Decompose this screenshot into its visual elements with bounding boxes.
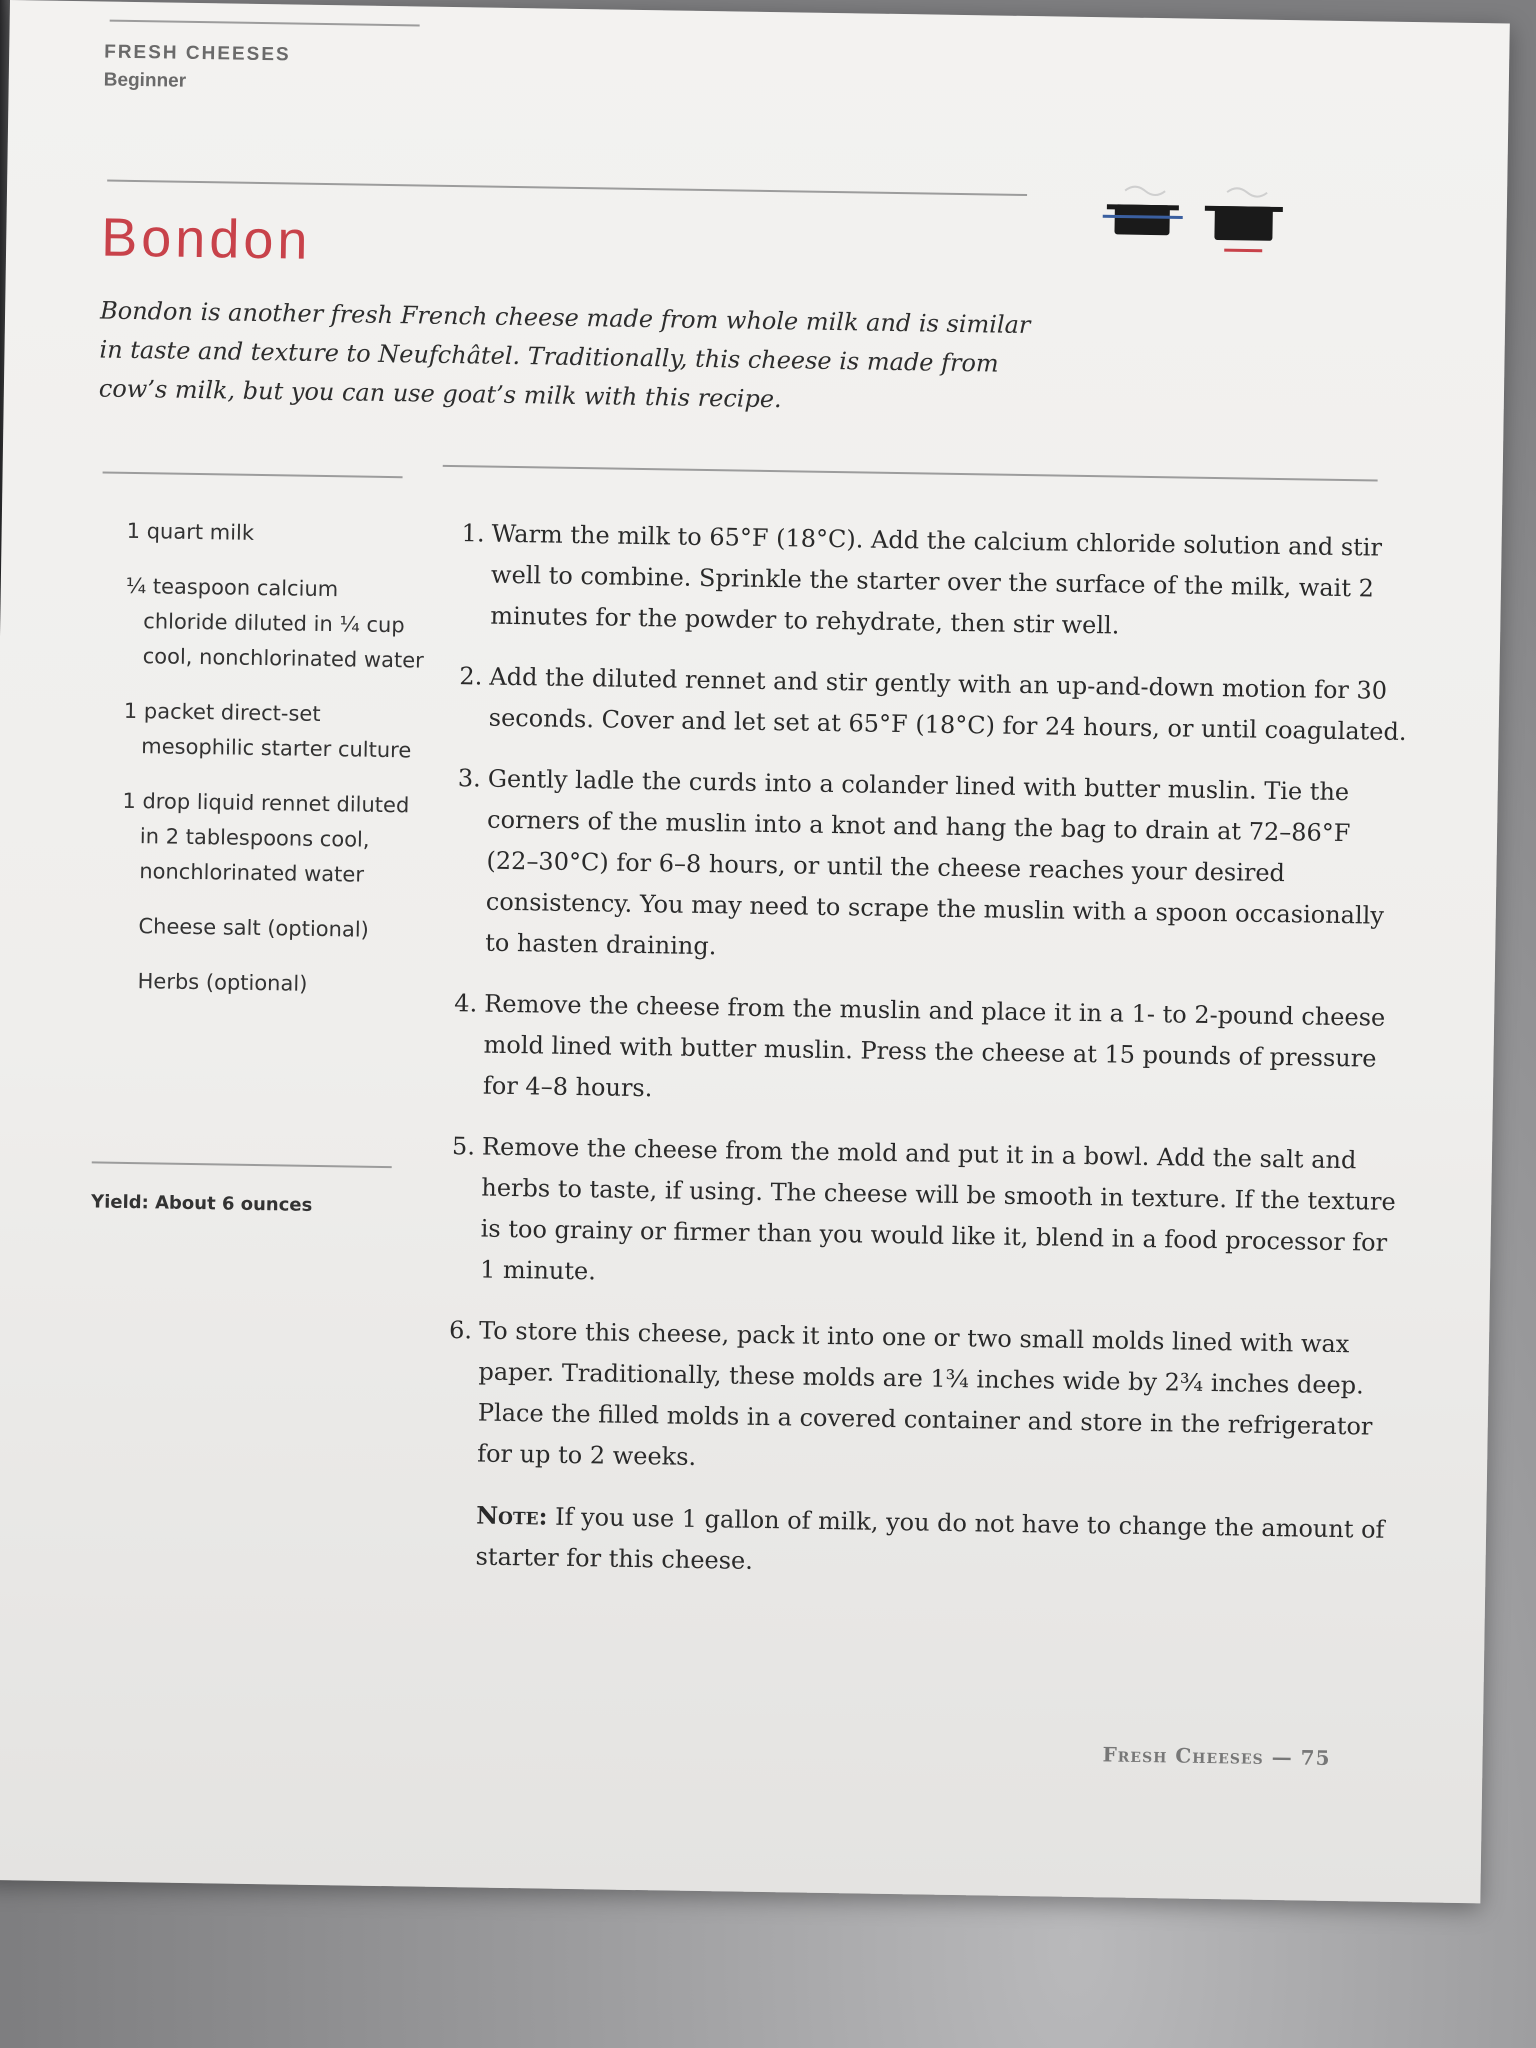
yield-rule: [92, 1161, 392, 1168]
difficulty-level: Beginner: [103, 69, 187, 92]
steps-rule: [443, 465, 1378, 482]
step-item: [450, 1126, 1402, 1305]
pot-icon-left: [1102, 186, 1183, 235]
title-rule: [107, 180, 1027, 196]
step-item: [453, 983, 1405, 1121]
step-item: [458, 656, 1409, 753]
step-number: 1.: [461, 519, 485, 548]
page-footer: Fresh Cheeses — 75: [1102, 1742, 1331, 1770]
note-label: Note:: [476, 1500, 548, 1531]
step-number: 3.: [457, 764, 481, 793]
pot-icons: [1096, 182, 1297, 275]
recipe-title: Bondon: [100, 207, 312, 271]
ingredient-item: ¼ teaspoon calcium chloride diluted in ¼ cup cool, nonchlorinated water: [125, 573, 424, 673]
step-number: 2.: [459, 662, 483, 691]
recipe-note: [475, 1495, 1396, 1592]
step-item: [447, 1310, 1399, 1489]
step-text: To store this cheese, pack it into one or two small molds lined with wax paper. Traditionally, these molds are 1¾ inches wide by 2¾ inches deep. Place the filled molds in a covered container and store in the refrigerator for up to 2 weeks.: [477, 1316, 1373, 1471]
top-rule: [110, 20, 420, 27]
yield-text: Yield: About 6 ounces: [90, 1191, 313, 1216]
ingredients-rule: [103, 472, 403, 479]
step-number: 5.: [451, 1132, 476, 1161]
ingredient-item: 1 packet direct-set mesophilic starter culture: [123, 698, 412, 763]
ingredient-item: 1 drop liquid rennet diluted in 2 tablespoons cool, nonchlorinated water: [122, 788, 410, 887]
ingredient-item: Herbs (optional): [137, 969, 308, 996]
step-number: 6.: [448, 1316, 473, 1345]
step-item: [460, 513, 1412, 651]
step-text: Warm the milk to 65°F (18°C). Add the calcium chloride solution and stir well to combine. Sprinkle the starter over the surface of the milk, wait 2 minutes for the powder to rehydrate, then stir well.: [490, 519, 1383, 640]
note-text: If you use 1 gallon of milk, you do not have to change the amount of starter for this cheese.: [475, 1502, 1385, 1575]
step-text: Add the diluted rennet and stir gently with an up-and-down motion for 30 seconds. Cover and let set at 65°F (18°C) for 24 hours, or until coagulated.: [488, 662, 1407, 747]
pot-icon-right: [1204, 188, 1283, 251]
step-number: 4.: [454, 989, 478, 1018]
step-text: Remove the cheese from the muslin and place it in a 1- to 2-pound cheese mold lined with butter muslin. Press the cheese at 15 pounds of pressure for 4–8 hours.: [482, 989, 1386, 1103]
step-text: Remove the cheese from the mold and put it in a bowl. Add the salt and herbs to taste, if using. The cheese will be smooth in texture. If the texture is too grainy or firmer than you would like it, blend in a food processor for 1 minute.: [479, 1132, 1396, 1286]
step-item: [455, 758, 1408, 978]
ingredient-item: Cheese salt (optional): [138, 914, 370, 942]
ingredient-item: 1 quart milk: [126, 518, 255, 545]
step-text: Gently ladle the curds into a colander lined with butter muslin. Tie the corners of the muslin into a knot and hang the bag to drain at 72–86°F (22–30°C) for 6–8 hours, or until the cheese reaches your desired consistency. You may need to scrape the muslin with a spoon occasionally to hasten draining.: [485, 764, 1385, 961]
ingredients-list: [119, 514, 427, 1024]
steps-list: [445, 513, 1412, 1592]
section-name: FRESH CHEESES: [104, 41, 291, 66]
section-header: [104, 41, 291, 94]
recipe-intro: Bondon is another fresh French cheese made from whole milk and is similar in taste and texture to Neufchâtel. Traditionally, this cheese is made from cow’s milk, but you can use goat’s milk with this recipe.: [98, 296, 1031, 414]
